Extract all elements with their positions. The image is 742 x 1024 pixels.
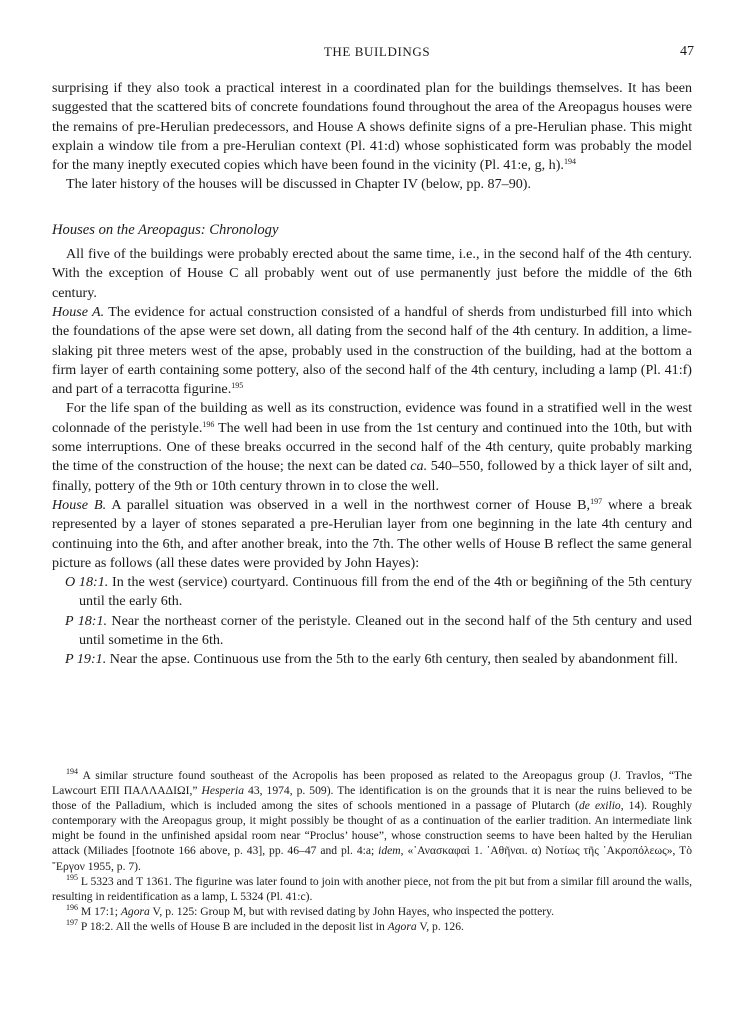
paragraph-continued: surprising if they also took a practical interest in a coordinated plan for the buildings themselves. It has been suggested that the scattered bits of concrete foundations found throughout the area of the Areopagus houses were the remains of pre-Herulian predecessors, and House A shows definite signs of a pre-Herulian phase. This might explain a window tile from a pre-Herulian context (Pl. 41:d) whose sophisticated form was probably the model for the many ineptly executed copies which have been found in the vicinity (Pl. 41:e, g, h).$^{194}$ bbox=[52, 80, 692, 174]
footnotes bbox=[52, 768, 692, 934]
footnote-196: $^{196}$ M 17:1; Agora V, p. 125: Group M, but with revised dating by John Hayes, who inspected the pottery. bbox=[66, 902, 555, 918]
footnote-ref-196: 196 bbox=[202, 419, 215, 429]
running-title: THE BUILDINGS bbox=[323, 44, 431, 59]
footnote-ref-194: 194 bbox=[563, 157, 576, 167]
footnote-197: $^{197}$ P 18:2. All the wells of House B are included in the deposit list in Agora V, p. 126. bbox=[66, 917, 464, 933]
well-entry: P 19:1. Near the apse. Continuous use from the 5th to the early 6th century, then sealed by abandonment fill. bbox=[65, 651, 678, 668]
paragraph-chronology: All five of the buildings were probably erected about the same time, i.e., in the second half of the 4th century. With the exception of House C all probably went out of use permanently just before the middle of the 6th century. bbox=[52, 246, 692, 301]
footnote-ref-197: 197 bbox=[590, 496, 603, 506]
paragraph-house-a: House A. The evidence for actual construction consisted of a handful of sherds from undisturbed fill into which the foundations of the apse were set down, all dating from the second half of the 4th century. In addition, a lime-slaking pit three meters west of the apse, probably used in the construction of the building, had at the bottom a firm layer of earth containing some pottery, also of the second half of the 4th century, including a lamp (Pl. 41:f) and part of a terracotta figurine.$^{195}$ bbox=[52, 303, 692, 398]
well-code: P 19:1. bbox=[65, 651, 107, 668]
well-code: P 18:1. bbox=[65, 612, 108, 629]
paragraph-house-b: House B. A parallel situation was observed in a well in the northwest corner of House B,$^{197}$ where a break represented by a layer of stones separated a pre-Herulian layer from one beginning in the late 4th century and continuing into the 6th, and after another break, into the 7th. The other wells of House B reflect the same general picture as follows (all these dates were provided by John Hayes): bbox=[52, 496, 693, 571]
footnote-ref-195: 195 bbox=[231, 381, 244, 391]
page-number: 47 bbox=[680, 44, 694, 59]
well-code: O 18:1. bbox=[65, 574, 109, 591]
well-entry: P 18:1. Near the northeast corner of the peristyle. Cleaned out in the second half of the 5th century and used until sometime in the 6th. bbox=[65, 612, 692, 649]
house-b-label: House B. bbox=[52, 496, 107, 513]
running-header bbox=[60, 44, 694, 64]
paragraph-later-history: The later history of the houses will be discussed in Chapter IV (below, pp. 87–90). bbox=[66, 176, 532, 193]
house-a-label: House A. bbox=[52, 303, 105, 320]
footnote-194: $^{194}$ A similar structure found southeast of the Acropolis has been proposed as related to the Areopagus group (J. Travlos, “The Lawcourt ΕΠΙ ΠΑΛΛΑΔΙΩΙ,” Hesperia 43, 1974, p. 509). The identification is on the grounds that it is near the ruins believed to be those of the Palladium, which is included among the sites of schools mentioned in a passage of Plutarch (de exilio, 14). Roughly contemporary with the Areopagus group, it might possibly be thought of as a continuation of the earlier tradition. An intermediate link might be found in the unfinished apsidal room near “Proclus’ house”, whose construction seems to have been halted by the Herulian attack (Miliades [footnote 166 above, p. 43], pp. 46–47 and pl. 4:a; idem, «᾽Ανασκαφαὶ 1. ᾽Αθῆναι. α) Νοτίως τῆς ᾽Ακροπόλεως», Τὸ ῎Εργον 1955, p. 7). bbox=[52, 767, 693, 873]
well-entry: O 18:1. In the west (service) courtyard. Continuous fill from the end of the 4th or begiñning of the 5th century until the early 6th. bbox=[65, 574, 692, 610]
paragraph-life-span: For the life span of the building as well as its construction, evidence was found in a stratified well in the west colonnade of the peristyle.$^{196}$ The well had been in use from the 1st century and continued into the 10th, but with some interruptions. One of these breaks occurred in the second half of the 4th century, quite probably marking the time of the construction of the house; the next can be dated ca. 540–550, followed by a thick layer of silt and, finally, pottery of the 9th or 10th century thrown in to close the well. bbox=[52, 400, 692, 494]
footnote-195: $^{195}$ L 5323 and T 1361. The figurine was later found to join with another piece, not from the pit but from a similar fill around the walls, resulting in reidentification as a lamp, L 5324 (Pl. 41:c). bbox=[52, 872, 692, 903]
section-heading: Houses on the Areopagus: Chronology bbox=[52, 221, 279, 238]
main-text bbox=[52, 79, 692, 670]
